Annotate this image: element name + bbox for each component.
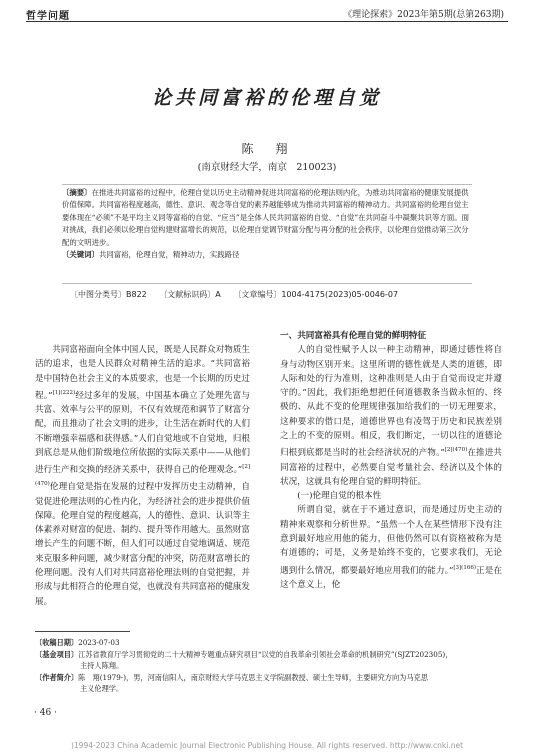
citation-ref: [3](166): [453, 564, 476, 571]
document-code: 〔文献标识码〕A: [159, 290, 221, 299]
abstract-box: [62, 184, 472, 284]
footnotes: [35, 637, 504, 695]
keywords: [62, 249, 472, 261]
keywords-label: 〔关键词〕: [62, 250, 99, 260]
header-journal-info: 《理论探索》2023年第5期(总第263期): [343, 10, 504, 20]
footnote-received: 〔收稿日期〕2023-07-03: [35, 638, 120, 647]
section-heading: 一、共同富裕具有伦理自觉的鲜明特征: [280, 331, 427, 341]
subsection-heading: (一)伦理自觉的根本性: [297, 491, 382, 502]
footnote-fund-cont: 主持人陈翔。: [80, 661, 124, 670]
copyright-footer: )1994-2023 China Academic Journal Electronic Publishing House. All rights reserved. http://www.cnki.net: [70, 741, 464, 750]
author-affiliation: (南京财经大学，南京 210023): [197, 162, 337, 173]
page-number: · 46 ·: [34, 708, 57, 718]
abstract-text: 在推进共同富裕的过程中，伦理自觉以历史主动精神促进共同富裕的伦理法则内化，为推动共同富裕的健康发展提供价值保障。共同富裕程度越高，德性、意识、观念等自觉的素养越能够成为推动共同富裕的精神动力。共同富裕的伦理自觉主要体现在“必须”不是平均主义同等富裕的自觉、“应当”是全体人民共同富裕的自觉、“自觉”在共同奋斗中凝聚共识等方面。面对挑战，我们必须以伦理自觉构建财富增长的规范，以伦理自觉调节财富分配与再分配的社会秩序，以伦理自觉推动第三次分配的文明进步。: [62, 188, 469, 247]
article-title: 论共同富裕的伦理自觉: [151, 87, 382, 109]
body-paragraph: 人的自觉性赋予人以一种主动精神，即通过德性将自身与动物区别开来。这里所谓的德性就是人类的道德，即人际和处的行为准则，这种准则是人由于自觉而设定并遵守的。”因此，我们拒绝想把任何道德教条当做永恒的、终极的、从此不变的伦理规律强加给我们的一切无理要求，这种要求的借口是，道德世界也有凌驾于历史和民族差别之上的不变的原则。相反，我们断定，一切以往的道德论归根到底都是当时的社会经济状况的产物。”$^{[2](470)}$在推进共同富裕的过程中，必然要自觉考量社会、经济以及个体的状况，这就具有伦理自觉的鲜明特征。: [280, 345, 502, 487]
citation-ref: [1](222): [52, 389, 76, 396]
body-column-right: [280, 329, 502, 592]
body-paragraph: 所谓自觉，就在于不通过意识，而是通过历史主动的精神来观察和分析世界。“虽然一个人在某些情形下没有注意到最好地应用他的能力，但他仍然可以有资格被称为是有道德的；可是，义务是始终不变的，它要求我们，无论遇到什么情况，都要最好地应用我们的能力。”$^{[3](166)}$正是在这个意义上，伦: [280, 505, 502, 590]
article-number: 〔文章编号〕1004-4175(2023)05-0046-07: [233, 290, 399, 299]
article-author: 陈 翔: [241, 142, 293, 156]
footnote-rule: [35, 631, 130, 632]
abstract: [62, 187, 472, 249]
article-metadata: [70, 289, 408, 300]
body-column-left: [35, 343, 250, 609]
abstract-label: 〔摘要〕: [62, 188, 92, 197]
header-rule: [26, 21, 508, 22]
citation-ref: [2](470): [35, 464, 250, 488]
body-paragraph: 共同富裕面向全体中国人民，既是人民群众对物质生活的追求，也是人民群众对精神生活的追求。“共同富裕是中国特色社会主义的本质要求，也是一个长期的历史过程。”$^{[1](222)}$经过多年的发展，中国基本确立了处理先富与共富、效率与公平的原则，不仅有效规范和调节了财富分配，而且推动了社会文明的进步，让生活在新时代的人们不断增强幸福感和获得感。”人们自觉地或不自觉地，归根到底总是从他们阶级地位所依据的实际关系中——从他们进行生产和交换的经济关系中，获得自己的伦理观念。”$^{[2](470)}$伦理自觉是指在发展的过程中发挥历史主动精神，自觉促进伦理法则的心性内化，为经济社会的进步提供价值保障。伦理自觉的程度越高，人的德性、意识、认识等主体素养对财富的促进、制约、提升等作用越大。虽然财富增长产生的问题不断，但人们可以通过自觉地调适、规范来克服多种问题，减少财富分配的冲突，防范财富增长的伦理问题。没有人们对共同富裕伦理法则的自觉把握，并形成与此相符合的伦理自觉，也就没有共同富裕的健康发展。: [35, 345, 250, 607]
citation-ref: [2](470): [444, 447, 468, 454]
footnote-author: 〔作者简介〕陈 翔(1979-)，男，河南信阳人，南京财经大学马克思主义学院副教授、硕士生导师，主要研究方向为马克思: [35, 672, 428, 682]
clc-number: 〔中图分类号〕B822: [70, 290, 147, 299]
footnote-fund: 〔基金项目〕江苏省教育厅学习贯彻党的二十大精神专题重点研究项目“以党的自我革命引领社会革命的机制研究”(SJZT202305)，: [35, 649, 453, 659]
footnote-author-cont: 主义伦理学。: [80, 684, 124, 693]
keywords-text: 共同富裕，伦理自觉，精神动力，实践路径: [98, 250, 240, 260]
header-section-label: 哲学问题: [26, 11, 70, 22]
